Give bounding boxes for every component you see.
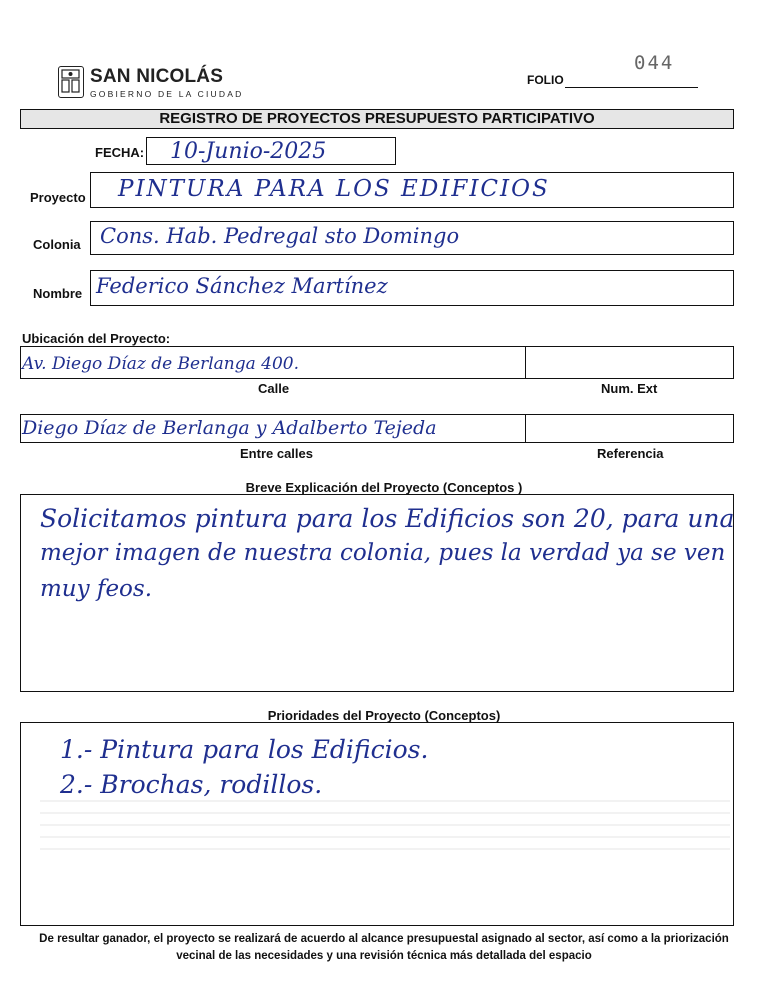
- footer-line-1: De resultar ganador, el proyecto se realizará de acuerdo al alcance presupuestal asignado al sector, así como a la priorización: [39, 933, 729, 945]
- num-ext-label: Num. Ext: [601, 381, 658, 396]
- proyecto-label: Proyecto: [30, 190, 86, 205]
- explicacion-label: Breve Explicación del Proyecto (Conceptos ): [245, 480, 523, 495]
- colonia-value: Cons. Hab. Pedregal sto Domingo: [100, 224, 460, 248]
- entre-calles-label: Entre calles: [240, 446, 313, 461]
- fecha-value: 10-Junio-2025: [170, 139, 327, 164]
- entre-calles-divider: [525, 414, 526, 443]
- folio-label: FOLIO: [527, 73, 564, 87]
- referencia-label: Referencia: [597, 446, 664, 461]
- calle-value: Av. Diego Díaz de Berlanga 400.: [22, 354, 300, 374]
- ubicacion-label: Ubicación del Proyecto:: [22, 331, 171, 346]
- footer-note: [20, 931, 748, 965]
- colonia-label: Colonia: [33, 237, 81, 252]
- bleed-through-texture: [40, 800, 730, 850]
- prioridad-line-2: 2.- Brochas, rodillos.: [60, 770, 323, 799]
- folio-underline: [565, 87, 698, 88]
- city-emblem-icon: [58, 66, 84, 98]
- folio-number: 044: [634, 52, 675, 74]
- calle-divider: [525, 346, 526, 379]
- footer-line-2: vecinal de las necesidades y una revisión técnica más detallada del espacio: [176, 950, 592, 962]
- explicacion-line-3: muy feos.: [40, 576, 153, 602]
- org-subtitle: GOBIERNO DE LA CIUDAD: [90, 89, 244, 99]
- nombre-label: Nombre: [33, 286, 83, 301]
- org-name: SAN NICOLÁS: [90, 66, 224, 87]
- nombre-value: Federico Sánchez Martínez: [96, 274, 388, 298]
- form-title: REGISTRO DE PROYECTOS PRESUPUESTO PARTICIPATIVO: [20, 109, 734, 129]
- explicacion-line-1: Solicitamos pintura para los Edificios son 20, para una: [40, 504, 735, 533]
- proyecto-value: PINTURA PARA LOS EDIFICIOS: [118, 176, 550, 202]
- calle-label: Calle: [258, 381, 290, 396]
- prioridad-line-1: 1.- Pintura para los Edificios.: [60, 735, 429, 764]
- entre-calles-value: Diego Díaz de Berlanga y Adalberto Tejeda: [22, 417, 437, 439]
- fecha-label: FECHA:: [95, 145, 145, 160]
- prioridades-label: Prioridades del Proyecto (Conceptos): [267, 708, 501, 723]
- explicacion-line-2: mejor imagen de nuestra colonia, pues la verdad ya se ven: [40, 540, 726, 566]
